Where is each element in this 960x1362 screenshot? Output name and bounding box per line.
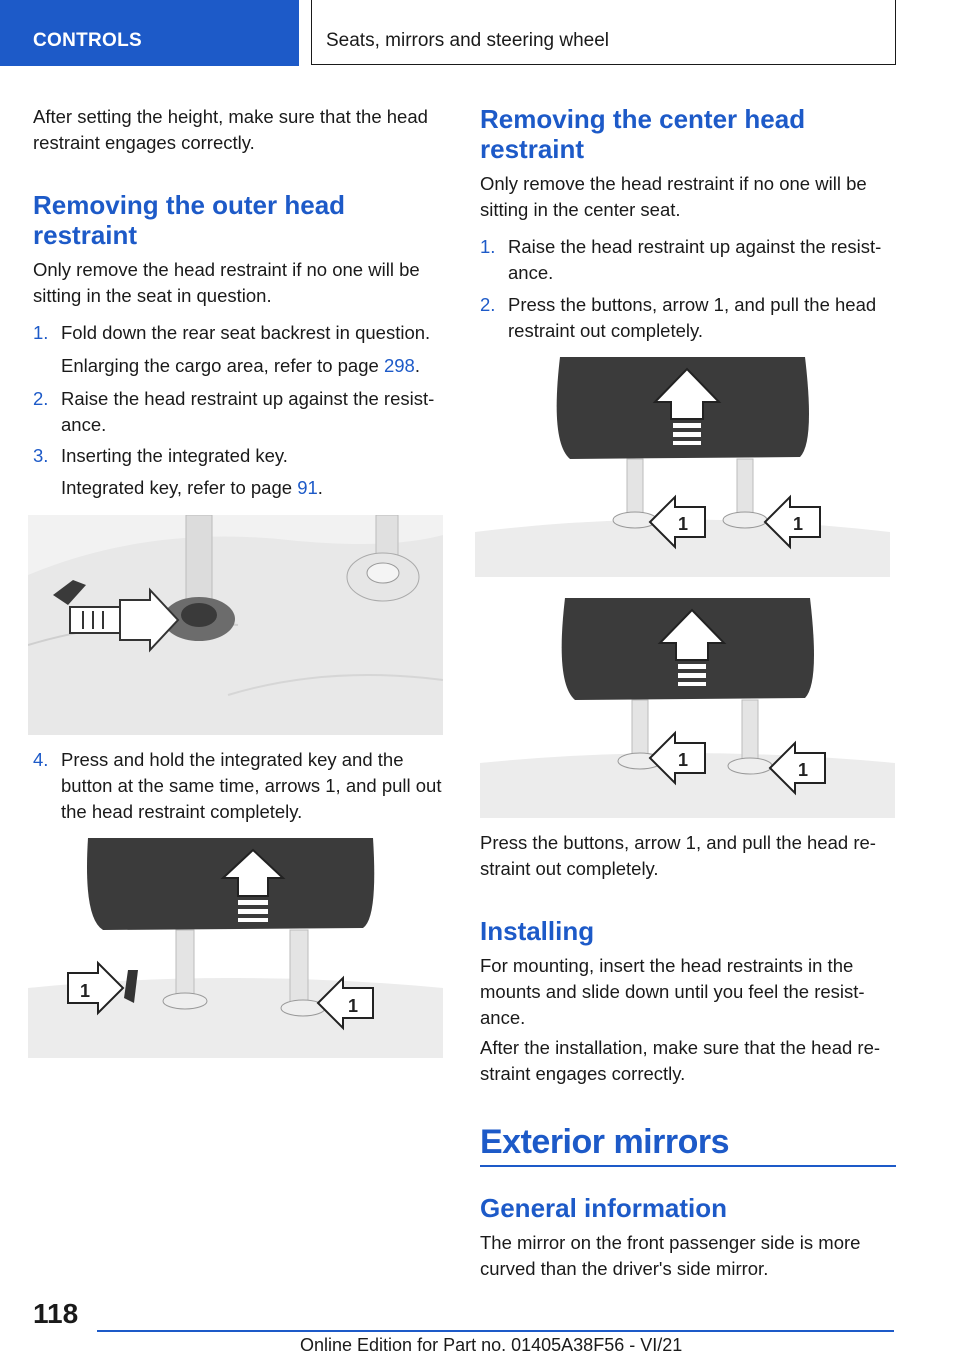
heading-installing: Installing xyxy=(480,916,595,946)
step-3-reference xyxy=(61,475,445,501)
arrow-label: 1 xyxy=(798,760,809,780)
key-insertion-illustration xyxy=(28,515,443,735)
center-restraint-illustration-1 xyxy=(475,357,890,577)
arrow-label: 1 xyxy=(793,514,804,534)
figure-outer-restraint xyxy=(28,838,443,1058)
reference-text: Integrated key, refer to page xyxy=(61,477,298,498)
step-number: 2. xyxy=(480,294,496,315)
chapter-title: Seats, mirrors and steering wheel xyxy=(326,30,610,51)
general-paragraph: The mirror on the front passenger side is more curved than the driver's side mirror. xyxy=(480,1232,861,1279)
page-link-298[interactable]: 298 xyxy=(383,355,415,376)
figure-center-restraint-1 xyxy=(475,357,890,577)
arrow-label: 1 xyxy=(678,750,689,770)
step-text: Press the buttons, arrow 1, and pull the head restraint out completely. xyxy=(508,294,877,341)
installing-paragraph-2: After the installation, make sure that the head re-straint engages correctly. xyxy=(480,1037,881,1084)
heading-rule xyxy=(480,1165,896,1167)
figure-key-insertion xyxy=(28,515,443,735)
heading-center-restraint: Removing the center head restraint xyxy=(480,104,806,164)
page-link-91[interactable]: 91 xyxy=(297,477,318,498)
outer-restraint-illustration xyxy=(28,838,443,1058)
step-text: Inserting the integrated key. xyxy=(61,445,288,466)
step-text: Fold down the rear seat backrest in question. xyxy=(61,322,431,343)
footer-rule xyxy=(97,1330,894,1332)
center-restraint-illustration-2 xyxy=(480,598,895,818)
section-tab xyxy=(0,0,299,66)
footer-edition: Online Edition for Part no. 01405A38F56 - VI/21 xyxy=(300,1335,683,1355)
step-number: 2. xyxy=(33,388,49,409)
step-text: Raise the head restraint up against the resist-ance. xyxy=(508,236,882,283)
step-text: Press and hold the integrated key and the button at the same time, arrows 1, and pull out the head restraint completely. xyxy=(61,749,442,822)
page-number: 118 xyxy=(33,1298,79,1329)
heading-exterior-mirrors: Exterior mirrors xyxy=(480,1123,729,1161)
center-intro-paragraph: Only remove the head restraint if no one will be sitting in the center seat. xyxy=(480,173,867,220)
reference-suffix: . xyxy=(414,355,420,376)
heading-general-information: General information xyxy=(480,1193,728,1223)
intro-paragraph: After setting the height, make sure that the head restraint engages correctly. xyxy=(33,106,428,153)
figure-center-restraint-2 xyxy=(480,598,895,818)
heading-outer-restraint: Removing the outer head restraint xyxy=(33,190,346,250)
outer-intro-paragraph: Only remove the head restraint if no one will be sitting in the seat in question. xyxy=(33,259,420,306)
step-number: 4. xyxy=(33,749,49,770)
step-text: Raise the head restraint up against the resist-ance. xyxy=(61,388,435,435)
step-number: 1. xyxy=(480,236,496,257)
arrow-label: 1 xyxy=(348,996,359,1016)
reference-text: Enlarging the cargo area, refer to page xyxy=(61,355,384,376)
step-number: 3. xyxy=(33,445,49,466)
installing-paragraph-1: For mounting, insert the head restraints in the mounts and slide down until you feel the resist-ance. xyxy=(480,955,865,1028)
arrow-label: 1 xyxy=(80,981,91,1001)
section-title: CONTROLS xyxy=(33,30,143,51)
step-number: 1. xyxy=(33,322,49,343)
figure-caption: Press the buttons, arrow 1, and pull the head re-straint out completely. xyxy=(480,832,876,879)
step-1-reference xyxy=(61,353,445,379)
arrow-label: 1 xyxy=(678,514,689,534)
reference-suffix: . xyxy=(317,477,323,498)
chapter-header xyxy=(311,0,896,65)
